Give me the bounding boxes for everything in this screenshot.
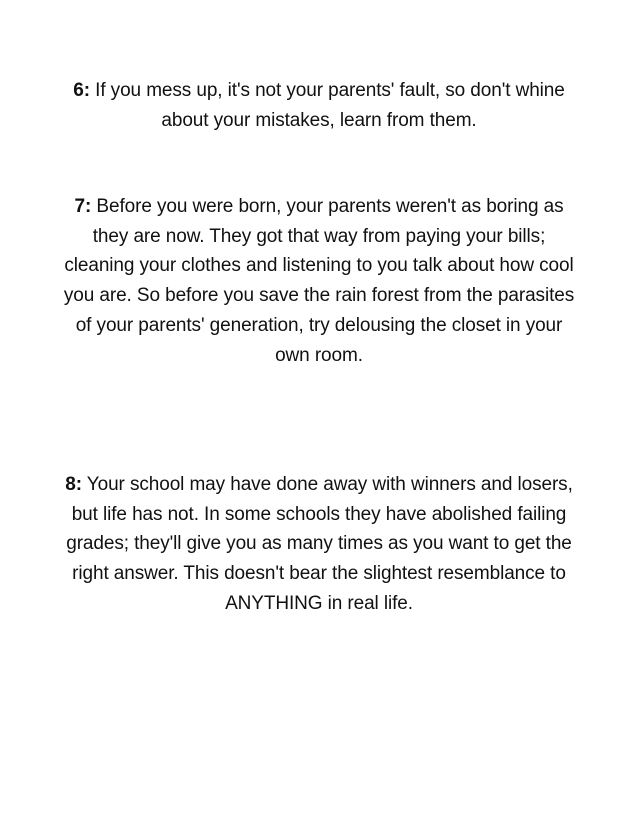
rule-6-paragraph [62, 76, 576, 135]
rule-7-text: Before you were born, your parents weren't as boring as they are now. They got that way from paying your bills; cleaning your clothes and listening to you talk about how cool you are. So before you save the rain forest from the parasites of your parents' generation, try delousing the closet in your own room. [63, 196, 575, 366]
rule-8-paragraph [62, 470, 576, 619]
rule-7-paragraph [62, 192, 576, 370]
rule-7-number: 7: [74, 196, 92, 217]
rule-6-text: If you mess up, it's not your parents' fault, so don't whine about your mistakes, learn from them. [89, 80, 565, 131]
rule-6-number: 6: [73, 80, 90, 101]
rule-8-text: Your school may have done away with winners and losers, but life has not. In some schools they have abolished failing grades; they'll give you as many times as you want to get the right answer. This doesn't bear the slightest resemblance to ANYTHING in real life. [66, 474, 573, 614]
rule-8-number: 8: [65, 474, 82, 495]
